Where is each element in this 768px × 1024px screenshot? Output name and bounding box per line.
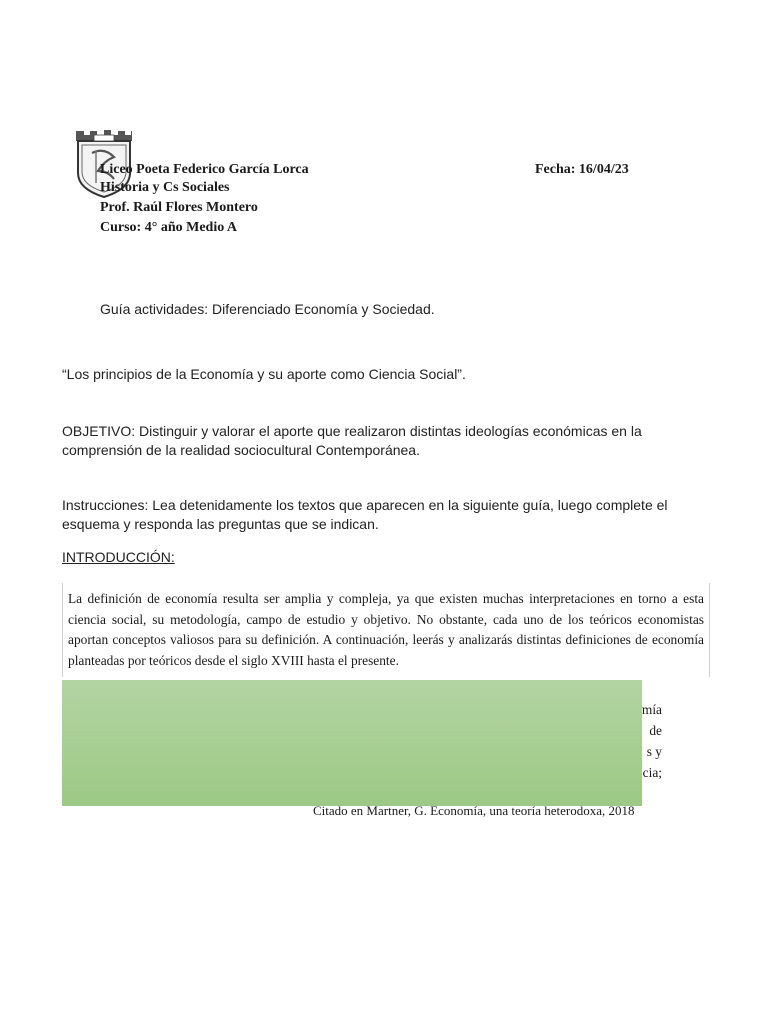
intro-heading: INTRODUCCIÓN: <box>62 549 175 565</box>
guide-title: Guía actividades: Diferenciado Economía y Sociedad. <box>100 301 435 317</box>
school-name: Liceo Poeta Federico García Lorca <box>100 162 309 177</box>
document-subtitle: “Los principios de la Economía y su aporte como Ciencia Social”. <box>62 366 466 382</box>
subject-name: Historia y Cs Sociales <box>100 180 230 195</box>
document-date: Fecha: 16/04/23 <box>535 162 629 177</box>
green-redaction-box <box>62 680 642 806</box>
intro-paragraph: La definición de economía resulta ser amplia y compleja, ya que existen muchas interpretaciones en torno a esta ciencia social, su metodología, campo de estudio y objetivo. No obstante, cada uno de los teóricos economistas aportan conceptos valiosos para su definición. A continuación, leerás y analizarás distintas definiciones de economía planteadas por teóricos desde el siglo XVIII hasta el presente. <box>68 591 704 668</box>
course-name: Curso: 4° año Medio A <box>100 220 238 235</box>
instructions-text: Instrucciones: Lea detenidamente los textos que aparecen en la siguiente guía, luego complete el esquema y responda las preguntas que se indican. <box>62 497 668 532</box>
quote-fragment: mía <box>641 702 662 717</box>
quote-fragment: de <box>649 723 662 738</box>
objective-text: OBJETIVO: Distinguir y valorar el aporte que realizaron distintas ideologías económicas en la comprensión de la realidad sociocultural Contemporánea. <box>62 423 642 458</box>
quote-citation: Citado en Martner, G. Economía, una teoría heterodoxa, 2018 <box>313 803 635 818</box>
quote-fragment: cia; <box>642 765 662 780</box>
quote-fragment: s y <box>646 744 662 759</box>
professor-name: Prof. Raúl Flores Montero <box>100 200 258 215</box>
